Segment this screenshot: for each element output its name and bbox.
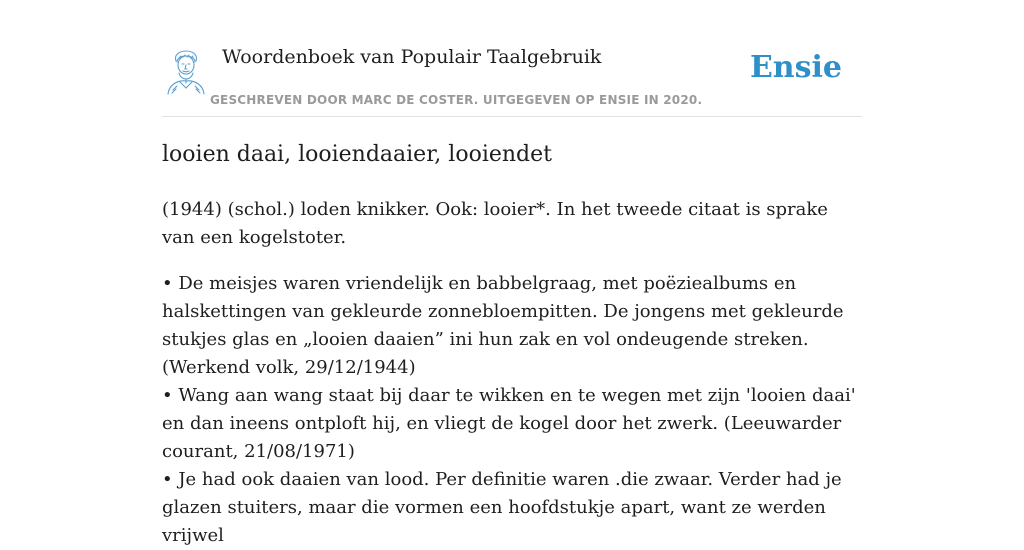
entry-content <box>162 134 864 550</box>
entry-definition: (1944) (schol.) loden knikker. Ook: looier*. In het tweede citaat is sprake van een kogelstoter. <box>162 199 828 248</box>
dictionary-title[interactable]: Woordenboek van Populair Taalgebruik <box>222 46 602 68</box>
author-portrait-icon <box>164 46 208 96</box>
citation-item: • Wang aan wang staat bij daar te wikken en te wegen met zijn 'looien daai' en dan ineens ontploft hij, en vliegt de kogel door het zwerk. (Leeuwarder courant, 21/08/1971) <box>162 385 856 462</box>
entry-citations <box>162 270 864 550</box>
header <box>162 40 862 117</box>
ensie-logo-link[interactable]: Ensie <box>749 50 842 85</box>
author-byline: GESCHREVEN DOOR MARC DE COSTER. UITGEGEVEN OP ENSIE IN 2020. <box>210 93 703 107</box>
entry-title: looien daai, looiendaaier, looiendet <box>162 142 552 167</box>
citation-item: • Je had ook daaien van lood. Per definitie waren .die zwaar. Verder had je glazen stuiters, maar die vormen een hoofdstukje apart, want ze werden vrijwel <box>162 469 842 546</box>
citation-item: • De meisjes waren vriendelijk en babbelgraag, met poëziealbums en halskettingen van gekleurde zonnebloempitten. De jongens met gekleurde stukjes glas en „looien daaien” ini hun zak en vol ondeugende streken. (Werkend volk, 29/12/1944) <box>162 273 844 378</box>
